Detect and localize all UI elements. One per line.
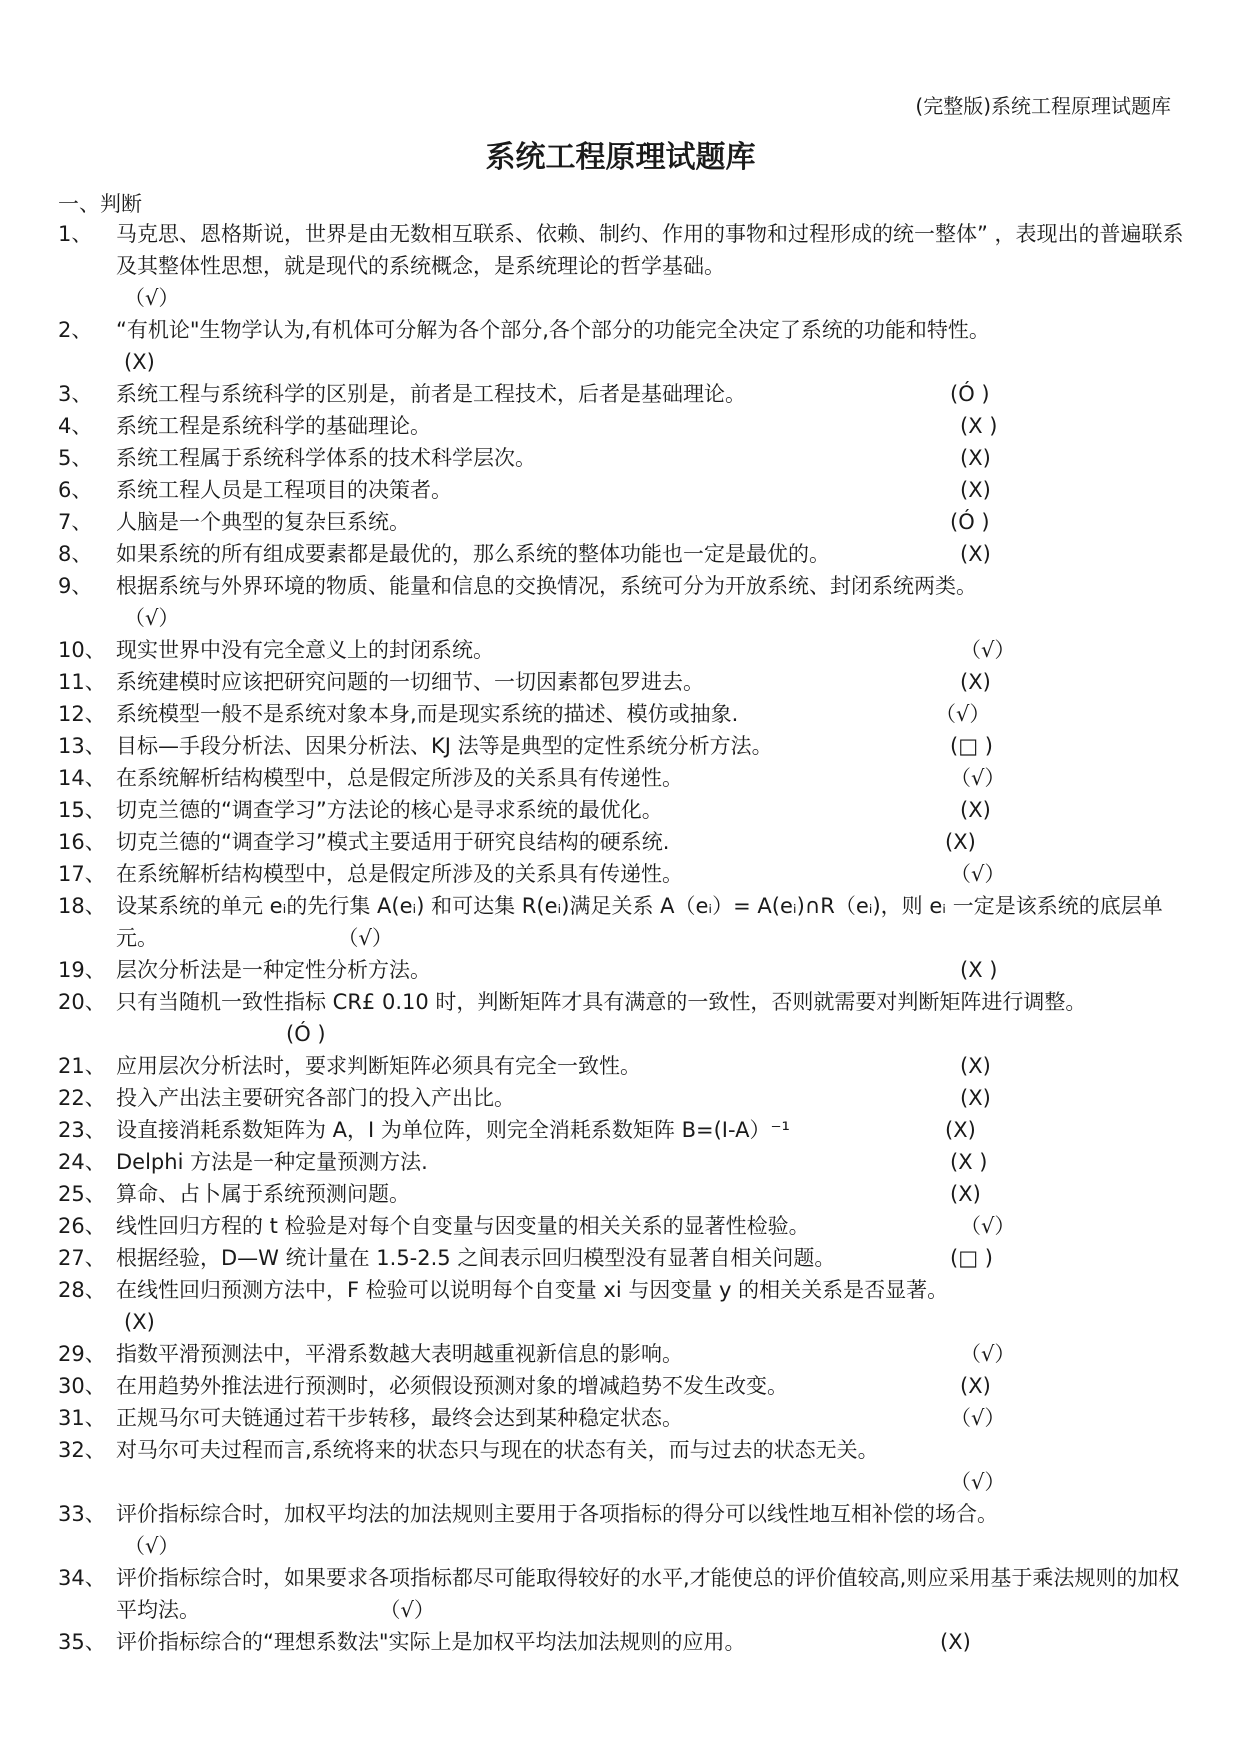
answer-mark: (X) bbox=[945, 830, 976, 854]
question-item bbox=[0, 1114, 1241, 1146]
answer-line bbox=[124, 602, 1241, 634]
answer-mark: (X) bbox=[124, 350, 155, 374]
question-item bbox=[0, 1050, 1241, 1082]
answer-mark: (X) bbox=[960, 1374, 991, 1398]
question-item bbox=[0, 314, 1241, 378]
answer-mark: (X) bbox=[124, 1310, 155, 1334]
question-number: 11、 bbox=[58, 670, 106, 694]
question-item bbox=[0, 986, 1241, 1050]
question-statement: 评价指标综合时，如果要求各项指标都尽可能取得较好的水平,才能使总的评价值较高,则应采用基于乘法规则的加权平均法。 bbox=[116, 1566, 1180, 1622]
question-statement: 在系统解析结构模型中，总是假定所涉及的关系具有传递性。 bbox=[116, 862, 683, 886]
question-statement: 设某系统的单元 eᵢ的先行集 A(eᵢ) 和可达集 R(eᵢ)满足关系 A（eᵢ）= A(eᵢ)∩R（eᵢ)，则 eᵢ 一定是该系统的底层单元。 bbox=[116, 894, 1163, 950]
question-item bbox=[0, 1146, 1241, 1178]
question-item bbox=[0, 474, 1241, 506]
question-text bbox=[116, 314, 1186, 346]
answer-mark: （√） bbox=[950, 1406, 1006, 1430]
question-text bbox=[116, 1562, 1186, 1626]
answer-mark: （√） bbox=[124, 286, 180, 310]
question-text bbox=[116, 1210, 1186, 1242]
question-text bbox=[116, 538, 1186, 570]
question-number: 8、 bbox=[58, 542, 93, 566]
question-statement: 层次分析法是一种定性分析方法。 bbox=[116, 958, 431, 982]
question-number: 34、 bbox=[58, 1566, 106, 1590]
question-statement: 算命、占卜属于系统预测问题。 bbox=[116, 1182, 410, 1206]
question-number: 32、 bbox=[58, 1438, 106, 1462]
answer-mark: (X) bbox=[960, 542, 991, 566]
question-statement: 线性回归方程的 t 检验是对每个自变量与因变量的相关关系的显著性检验。 bbox=[116, 1214, 810, 1238]
question-text bbox=[116, 1082, 1186, 1114]
answer-mark: (X ) bbox=[950, 1150, 988, 1174]
question-item bbox=[0, 1626, 1241, 1658]
question-number: 15、 bbox=[58, 798, 106, 822]
question-statement: 正规马尔可夫链通过若干步转移，最终会达到某种稳定状态。 bbox=[116, 1406, 683, 1430]
answer-mark: （√） bbox=[124, 606, 180, 630]
question-statement: 设直接消耗系数矩阵为 A，I 为单位阵，则完全消耗系数矩阵 B=(I-A）⁻¹ bbox=[116, 1118, 790, 1142]
question-statement: 评价指标综合时，加权平均法的加法规则主要用于各项指标的得分可以线性地互相补偿的场合。 bbox=[116, 1502, 998, 1526]
question-item bbox=[0, 410, 1241, 442]
question-statement: 切克兰德的“调查学习”方法论的核心是寻求系统的最优化。 bbox=[116, 798, 663, 822]
question-item bbox=[0, 538, 1241, 570]
question-text bbox=[116, 1626, 1186, 1658]
running-header: (完整版)系统工程原理试题库 bbox=[915, 94, 1171, 118]
question-number: 3、 bbox=[58, 382, 93, 406]
question-statement: 系统建模时应该把研究问题的一切细节、一切因素都包罗进去。 bbox=[116, 670, 704, 694]
question-statement: 在用趋势外推法进行预测时，必须假设预测对象的增减趋势不发生改变。 bbox=[116, 1374, 788, 1398]
question-number: 18、 bbox=[58, 894, 106, 918]
question-statement: “有机论"生物学认为,有机体可分解为各个部分,各个部分的功能完全决定了系统的功能和特性。 bbox=[116, 318, 990, 342]
question-text bbox=[116, 218, 1186, 282]
answer-mark: (X ) bbox=[960, 958, 998, 982]
question-number: 12、 bbox=[58, 702, 106, 726]
answer-mark: （√） bbox=[935, 702, 991, 726]
answer-mark: (Ó ) bbox=[950, 382, 990, 406]
question-text bbox=[116, 858, 1186, 890]
question-text bbox=[116, 666, 1186, 698]
question-item bbox=[0, 570, 1241, 634]
question-text bbox=[116, 1242, 1186, 1274]
question-number: 2、 bbox=[58, 318, 93, 342]
question-text bbox=[116, 826, 1186, 858]
question-text bbox=[116, 1402, 1186, 1434]
question-item bbox=[0, 890, 1241, 954]
answer-line bbox=[124, 346, 1241, 378]
question-statement: 系统工程人员是工程项目的决策者。 bbox=[116, 478, 452, 502]
question-text bbox=[116, 1338, 1186, 1370]
question-item bbox=[0, 1210, 1241, 1242]
question-text bbox=[116, 634, 1186, 666]
question-number: 25、 bbox=[58, 1182, 106, 1206]
question-number: 29、 bbox=[58, 1342, 106, 1366]
question-statement: 系统工程是系统科学的基础理论。 bbox=[116, 414, 431, 438]
question-number: 10、 bbox=[58, 638, 106, 662]
question-item bbox=[0, 1370, 1241, 1402]
answer-mark: （√） bbox=[950, 1470, 1006, 1494]
question-statement: 目标—手段分析法、因果分析法、KJ 法等是典型的定性系统分析方法。 bbox=[116, 734, 773, 758]
question-statement: 系统模型一般不是系统对象本身,而是现实系统的描述、模仿或抽象. bbox=[116, 702, 739, 726]
question-item bbox=[0, 1434, 1241, 1498]
question-number: 1、 bbox=[58, 222, 93, 246]
question-item bbox=[0, 858, 1241, 890]
answer-mark: (Ó ) bbox=[950, 510, 990, 534]
answer-mark: (X) bbox=[960, 1054, 991, 1078]
answer-mark: (X) bbox=[960, 478, 991, 502]
answer-line bbox=[950, 1466, 1241, 1498]
answer-mark: (X) bbox=[945, 1118, 976, 1142]
question-number: 17、 bbox=[58, 862, 106, 886]
answer-mark: （√） bbox=[390, 1598, 435, 1622]
question-item bbox=[0, 826, 1241, 858]
answer-line bbox=[124, 1530, 1241, 1562]
question-text bbox=[116, 442, 1186, 474]
answer-mark: （√） bbox=[348, 926, 393, 950]
question-statement: 根据经验，D—W 统计量在 1.5-2.5 之间表示回归模型没有显著自相关问题。 bbox=[116, 1246, 836, 1270]
question-number: 6、 bbox=[58, 478, 93, 502]
question-statement: 应用层次分析法时，要求判断矩阵必须具有完全一致性。 bbox=[116, 1054, 641, 1078]
question-item bbox=[0, 1242, 1241, 1274]
answer-mark: (X) bbox=[960, 798, 991, 822]
question-number: 21、 bbox=[58, 1054, 106, 1078]
question-statement: 切克兰德的“调查学习”模式主要适用于研究良结构的硬系统. bbox=[116, 830, 670, 854]
answer-mark: (X) bbox=[950, 1182, 981, 1206]
question-number: 5、 bbox=[58, 446, 93, 470]
question-number: 13、 bbox=[58, 734, 106, 758]
question-number: 28、 bbox=[58, 1278, 106, 1302]
answer-mark: (Ó ) bbox=[286, 1022, 326, 1046]
question-statement: 根据系统与外界环境的物质、能量和信息的交换情况，系统可分为开放系统、封闭系统两类。 bbox=[116, 574, 977, 598]
question-text bbox=[116, 730, 1186, 762]
question-item bbox=[0, 1338, 1241, 1370]
question-item bbox=[0, 1274, 1241, 1338]
question-item bbox=[0, 1178, 1241, 1210]
question-number: 20、 bbox=[58, 990, 106, 1014]
answer-line bbox=[124, 282, 1241, 314]
question-statement: 评价指标综合的“理想系数法"实际上是加权平均法加法规则的应用。 bbox=[116, 1630, 746, 1654]
section-heading: 一、判断 bbox=[58, 192, 142, 216]
question-item bbox=[0, 378, 1241, 410]
question-text bbox=[116, 794, 1186, 826]
question-statement: 只有当随机一致性指标 CR£ 0.10 时，判断矩阵才具有满意的一致性，否则就需要对判断矩阵进行调整。 bbox=[116, 990, 1087, 1014]
question-item bbox=[0, 506, 1241, 538]
question-number: 26、 bbox=[58, 1214, 106, 1238]
question-statement: 如果系统的所有组成要素都是最优的，那么系统的整体功能也一定是最优的。 bbox=[116, 542, 830, 566]
question-text bbox=[116, 954, 1186, 986]
question-text bbox=[116, 1434, 1186, 1466]
question-number: 31、 bbox=[58, 1406, 106, 1430]
question-number: 9、 bbox=[58, 574, 93, 598]
question-statement: 马克思、恩格斯说，世界是由无数相互联系、依赖、制约、作用的事物和过程形成的统一整体” ，表现出的普遍联系及其整体性思想，就是现代的系统概念，是系统理论的哲学基础。 bbox=[116, 222, 1184, 278]
question-text bbox=[116, 1274, 1186, 1306]
question-text bbox=[116, 378, 1186, 410]
question-text bbox=[116, 890, 1186, 954]
question-statement: 在线性回归预测方法中，F 检验可以说明每个自变量 xi 与因变量 y 的相关关系是否显著。 bbox=[116, 1278, 949, 1302]
question-number: 19、 bbox=[58, 958, 106, 982]
question-item bbox=[0, 730, 1241, 762]
question-text bbox=[116, 1370, 1186, 1402]
answer-mark: (□ ) bbox=[950, 1246, 993, 1270]
answer-mark: （√） bbox=[960, 1214, 1016, 1238]
question-statement: 投入产出法主要研究各部门的投入产出比。 bbox=[116, 1086, 515, 1110]
question-statement: Delphi 方法是一种定量预测方法. bbox=[116, 1150, 428, 1174]
answer-line bbox=[124, 1306, 1241, 1338]
question-number: 27、 bbox=[58, 1246, 106, 1270]
question-item bbox=[0, 698, 1241, 730]
answer-mark: （√） bbox=[124, 1534, 180, 1558]
question-number: 4、 bbox=[58, 414, 93, 438]
question-text bbox=[116, 1146, 1186, 1178]
question-statement: 系统工程属于系统科学体系的技术科学层次。 bbox=[116, 446, 536, 470]
question-text bbox=[116, 1178, 1186, 1210]
question-text bbox=[116, 474, 1186, 506]
answer-mark: （√） bbox=[960, 1342, 1016, 1366]
answer-mark: (□ ) bbox=[950, 734, 993, 758]
question-number: 24、 bbox=[58, 1150, 106, 1174]
answer-mark: (X) bbox=[960, 446, 991, 470]
question-text bbox=[116, 570, 1186, 602]
question-number: 35、 bbox=[58, 1630, 106, 1654]
question-item bbox=[0, 666, 1241, 698]
question-item bbox=[0, 954, 1241, 986]
question-text bbox=[116, 1050, 1186, 1082]
question-text bbox=[116, 986, 1186, 1050]
question-number: 23、 bbox=[58, 1118, 106, 1142]
answer-mark: (X) bbox=[960, 670, 991, 694]
question-item bbox=[0, 1402, 1241, 1434]
question-number: 7、 bbox=[58, 510, 93, 534]
question-item bbox=[0, 1562, 1241, 1626]
question-item bbox=[0, 762, 1241, 794]
question-item bbox=[0, 634, 1241, 666]
question-item bbox=[0, 794, 1241, 826]
question-text bbox=[116, 410, 1186, 442]
question-statement: 系统工程与系统科学的区别是，前者是工程技术，后者是基础理论。 bbox=[116, 382, 746, 406]
question-item bbox=[0, 1082, 1241, 1114]
question-item bbox=[0, 1498, 1241, 1562]
question-number: 14、 bbox=[58, 766, 106, 790]
answer-mark: （√） bbox=[950, 862, 1006, 886]
page-title: 系统工程原理试题库 bbox=[485, 140, 756, 175]
answer-mark: （√） bbox=[950, 766, 1006, 790]
question-number: 16、 bbox=[58, 830, 106, 854]
question-text bbox=[116, 1498, 1186, 1530]
question-list bbox=[0, 218, 1241, 1658]
question-text bbox=[116, 762, 1186, 794]
question-item bbox=[0, 442, 1241, 474]
answer-mark: （√） bbox=[960, 638, 1016, 662]
question-item bbox=[0, 218, 1241, 314]
question-statement: 现实世界中没有完全意义上的封闭系统。 bbox=[116, 638, 494, 662]
question-statement: 在系统解析结构模型中，总是假定所涉及的关系具有传递性。 bbox=[116, 766, 683, 790]
question-number: 30、 bbox=[58, 1374, 106, 1398]
question-number: 22、 bbox=[58, 1086, 106, 1110]
question-text bbox=[116, 1114, 1186, 1146]
question-text bbox=[116, 698, 1186, 730]
question-statement: 指数平滑预测法中，平滑系数越大表明越重视新信息的影响。 bbox=[116, 1342, 683, 1366]
answer-mark: (X) bbox=[960, 1086, 991, 1110]
question-number: 33、 bbox=[58, 1502, 106, 1526]
answer-mark: (X) bbox=[940, 1630, 971, 1654]
question-statement: 对马尔可夫过程而言,系统将来的状态只与现在的状态有关，而与过去的状态无关。 bbox=[116, 1438, 879, 1462]
question-statement: 人脑是一个典型的复杂巨系统。 bbox=[116, 510, 410, 534]
question-text bbox=[116, 506, 1186, 538]
answer-mark: (X ) bbox=[960, 414, 998, 438]
